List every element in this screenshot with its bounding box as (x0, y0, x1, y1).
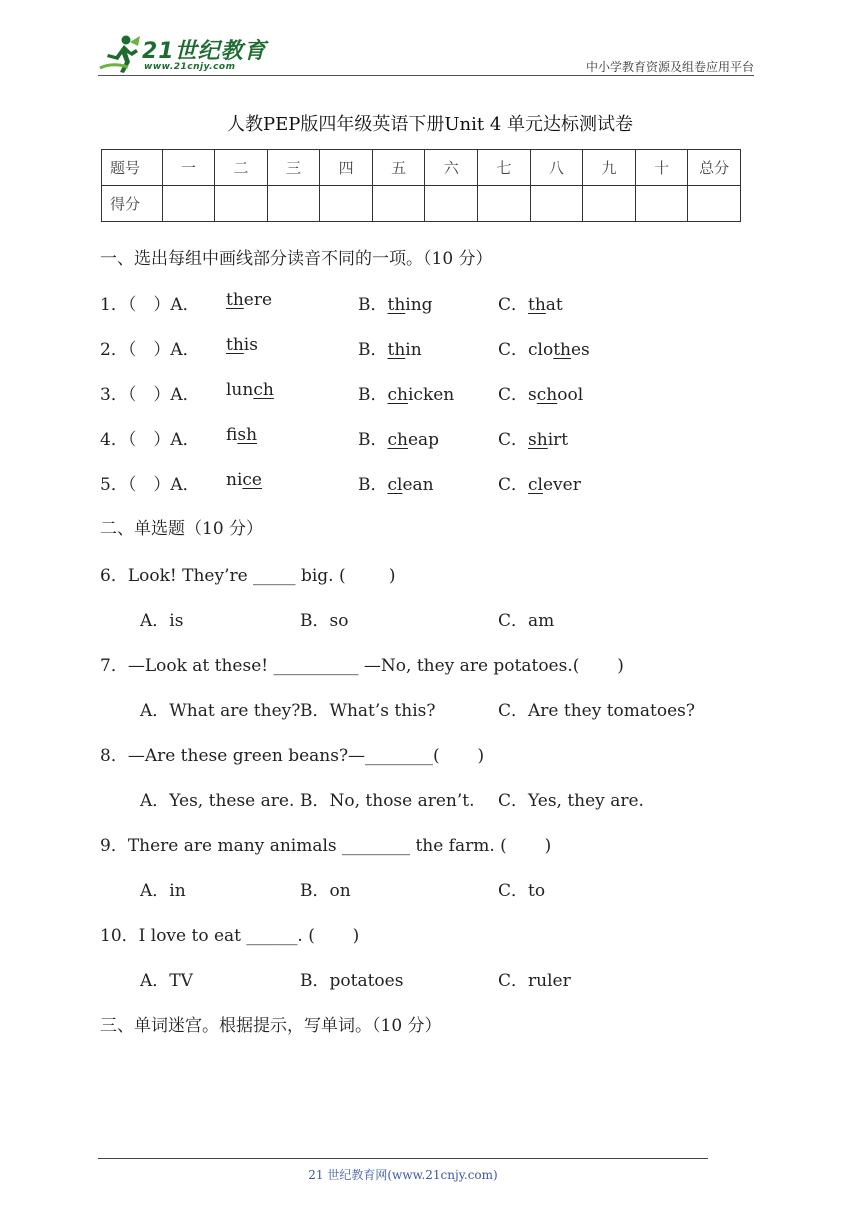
question-number: 1．（ ）A． (100, 295, 200, 315)
underlined-letters: sh (528, 430, 548, 450)
option-label: B． (358, 295, 388, 315)
cell-header: 五 (372, 150, 425, 186)
word-part: ni (226, 470, 243, 490)
underlined-letters: cl (387, 475, 403, 495)
platform-name: 中小学教育资源及组卷应用平台 (585, 60, 754, 74)
word-part: ool (557, 385, 584, 405)
cell-header: 三 (267, 150, 320, 186)
option-c: C．Yes, they are. (498, 791, 644, 811)
word-part: eap (407, 430, 440, 450)
score-cell[interactable] (162, 186, 215, 222)
page-header (98, 28, 754, 78)
cell-header: 四 (320, 150, 373, 186)
cell-label-question: 题号 (102, 150, 163, 186)
option-b: B．on (300, 881, 351, 901)
underlined-letters: th (387, 340, 406, 360)
option-c (498, 470, 581, 495)
option-label: C． (498, 295, 529, 315)
underlined-letters: ch (387, 430, 408, 450)
option-b (358, 470, 434, 495)
score-header-row (102, 150, 741, 186)
question-stem: 7．—Look at these! __________ —No, they are potatoes.( ) (100, 656, 624, 676)
logo (98, 34, 268, 74)
score-cell-total[interactable] (688, 186, 741, 222)
option-a (226, 470, 262, 490)
score-cell[interactable] (425, 186, 478, 222)
option-c: C．am (498, 611, 555, 631)
question-stem: 10．I love to eat ______. ( ) (100, 926, 360, 946)
score-cell[interactable] (635, 186, 688, 222)
underlined-letters: th (226, 290, 244, 310)
option-c: C．Are they tomatoes? (498, 701, 696, 721)
score-value-row (102, 186, 741, 222)
option-c (498, 425, 568, 450)
option-a (226, 380, 274, 400)
question-stem: 8．—Are these green beans?—________( ) (100, 746, 485, 766)
cell-header-total: 总分 (688, 150, 741, 186)
option-label: C． (498, 385, 529, 405)
option-b: B．What’s this? (300, 701, 436, 721)
option-label: B． (358, 385, 388, 405)
option-label: B． (358, 430, 388, 450)
question-number: 4．（ ）A． (100, 430, 200, 450)
option-c (498, 380, 583, 405)
option-c (498, 335, 590, 360)
word-part: icken (407, 385, 455, 405)
word-part: ere (243, 290, 273, 310)
option-b (358, 290, 433, 315)
option-label: C． (498, 340, 529, 360)
score-cell[interactable] (478, 186, 531, 222)
word-part: s (528, 385, 537, 405)
option-c: C．ruler (498, 971, 571, 991)
underlined-letters: th (387, 295, 406, 315)
option-a: A．TV (140, 971, 193, 991)
underlined-letters: th (553, 340, 571, 360)
word-part: ean (402, 475, 434, 495)
page-title: 人教PEP版四年级英语下册Unit 4 单元达标测试卷 (226, 114, 633, 135)
section2-title: 二、单选题（10 分） (100, 519, 264, 539)
score-table (101, 149, 741, 222)
option-b: B．so (300, 611, 349, 631)
question-stem: 6．Look! They’re _____ big. ( ) (100, 566, 396, 586)
option-label: B． (358, 475, 388, 495)
option-a (226, 335, 258, 355)
option-b: B．potatoes (300, 971, 404, 991)
footer-text: 21 世纪教育网(www.21cnjy.com) (308, 1168, 498, 1182)
word-part: es (571, 340, 590, 360)
word-part: in (405, 340, 422, 360)
cell-header: 一 (162, 150, 215, 186)
option-a: A．What are they? (140, 701, 301, 721)
logo-text: 21世纪教育 (142, 39, 267, 64)
option-c: C．to (498, 881, 546, 901)
score-cell[interactable] (372, 186, 425, 222)
underlined-letters: ch (387, 385, 408, 405)
score-cell[interactable] (530, 186, 583, 222)
option-c (498, 290, 563, 315)
option-a: A．in (140, 881, 186, 901)
option-a: A．is (140, 611, 184, 631)
cell-header: 七 (478, 150, 531, 186)
word-part: irt (547, 430, 569, 450)
header-divider (98, 75, 754, 76)
section1-title: 一、选出每组中画线部分读音不同的一项。（10 分） (100, 249, 493, 269)
word-part: fi (226, 425, 238, 445)
footer-divider (98, 1158, 708, 1159)
option-label: C． (498, 475, 529, 495)
cell-header: 十 (635, 150, 688, 186)
underlined-letters: th (528, 295, 546, 315)
question-number: 5．（ ）A． (100, 475, 200, 495)
word-part: lun (226, 380, 254, 400)
option-a (226, 290, 272, 310)
question-number: 3．（ ）A． (100, 385, 200, 405)
underlined-letters: th (226, 335, 244, 355)
score-cell[interactable] (583, 186, 636, 222)
option-a (226, 425, 257, 445)
option-b (358, 335, 422, 360)
cell-header: 九 (583, 150, 636, 186)
option-b (358, 380, 454, 405)
cell-header: 八 (530, 150, 583, 186)
option-b: B．No, those aren’t. (300, 791, 475, 811)
option-label: B． (358, 340, 388, 360)
word-part: ing (405, 295, 433, 315)
word-part: clo (528, 340, 554, 360)
logo-url: www.21cnjy.com (144, 62, 236, 72)
underlined-letters: cl (528, 475, 543, 495)
option-a: A．Yes, these are. (140, 791, 295, 811)
cell-header: 六 (425, 150, 478, 186)
score-cell[interactable] (320, 186, 373, 222)
underlined-letters: ch (253, 380, 274, 400)
cell-label-score: 得分 (102, 186, 163, 222)
underlined-letters: ch (536, 385, 558, 405)
cell-header: 二 (215, 150, 268, 186)
option-label: C． (498, 430, 529, 450)
option-b (358, 425, 439, 450)
section3-title: 三、单词迷宫。根据提示，写单词。（10 分） (100, 1016, 442, 1036)
word-part: at (545, 295, 563, 315)
underlined-letters: sh (237, 425, 258, 445)
score-cell[interactable] (267, 186, 320, 222)
question-stem: 9．There are many animals ________ the farm. ( ) (100, 836, 552, 856)
word-part: ever (542, 475, 581, 495)
question-number: 2．（ ）A． (100, 340, 200, 360)
word-part: is (243, 335, 258, 355)
underlined-letters: ce (242, 470, 262, 490)
runner-logo-icon (98, 34, 142, 74)
score-cell[interactable] (215, 186, 268, 222)
